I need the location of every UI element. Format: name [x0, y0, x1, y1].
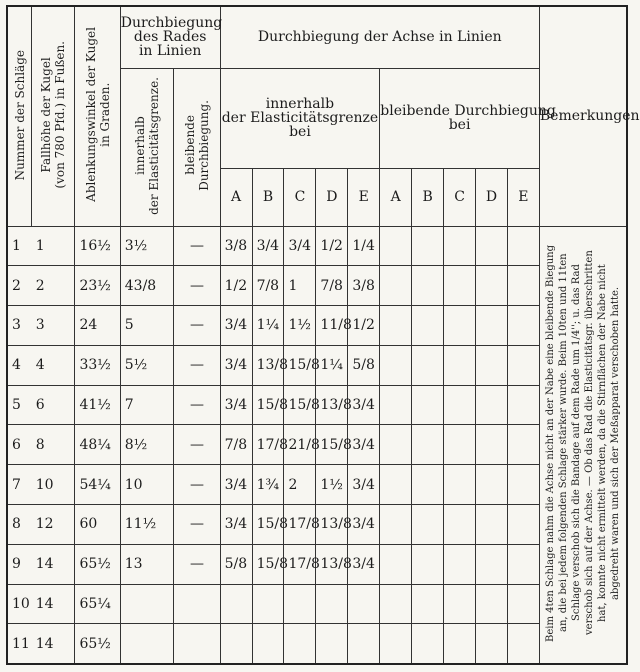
cell-inner-c: 17/8	[284, 505, 316, 545]
cell-rad-innerhalb: 7	[120, 385, 174, 425]
cell-inner-e: 5/8	[348, 345, 380, 385]
cell-rad-innerhalb: 11½	[120, 505, 174, 545]
cell-inner-d: 1/2	[316, 226, 348, 266]
cell-nr: 5	[7, 385, 32, 425]
cell-bleibend-empty	[507, 266, 539, 306]
cell-winkel: 23½	[75, 266, 120, 306]
table-row	[7, 226, 627, 266]
cell-inner-c: 17/8	[284, 544, 316, 584]
cell-fallhoehe: 8	[32, 425, 75, 465]
cell-inner-c: 2	[284, 465, 316, 505]
cell-inner-b: 1¾	[252, 465, 284, 505]
cell-bleibend-empty	[476, 505, 508, 545]
col-bleib-c: C	[444, 168, 476, 226]
cell-bleibend-empty	[476, 624, 508, 664]
cell-nr: 3	[7, 306, 32, 346]
cell-rad-innerhalb: 5½	[120, 345, 174, 385]
cell-nr: 10	[7, 584, 32, 624]
col-inner-d: D	[316, 168, 348, 226]
cell-rad-bleibend: —	[174, 226, 220, 266]
cell-bleibend-empty	[444, 465, 476, 505]
cell-inner-e	[348, 584, 380, 624]
cell-bleibend-empty	[412, 465, 444, 505]
header-achse-innerhalb: innerhalb der Elasticitätsgrenze bei	[220, 68, 380, 168]
header-achse-bleibend: bleibende Durchbiegung bei	[380, 68, 540, 168]
cell-inner-a: 7/8	[220, 425, 252, 465]
cell-inner-d: 1¼	[316, 345, 348, 385]
header-rad-bleibend: bleibende Durchbiegung.	[174, 68, 220, 226]
cell-winkel: 41½	[75, 385, 120, 425]
cell-rad-innerhalb	[120, 584, 174, 624]
cell-bleibend-empty	[412, 584, 444, 624]
cell-bleibend-empty	[476, 465, 508, 505]
header-bemerkungen: Bemerkungen	[539, 6, 627, 226]
cell-inner-c	[284, 624, 316, 664]
header-ablenkungswinkel: Ablenkungswinkel der Kugel in Graden.	[75, 6, 120, 226]
cell-rad-bleibend: —	[174, 306, 220, 346]
col-inner-c: C	[284, 168, 316, 226]
cell-rad-bleibend: —	[174, 465, 220, 505]
cell-bleibend-empty	[444, 266, 476, 306]
cell-bleibend-empty	[444, 226, 476, 266]
cell-bleibend-empty	[444, 624, 476, 664]
cell-inner-a	[220, 624, 252, 664]
cell-bleibend-empty	[507, 624, 539, 664]
table-row	[7, 266, 627, 306]
table-row	[7, 465, 627, 505]
col-inner-b: B	[252, 168, 284, 226]
cell-inner-a: 3/4	[220, 465, 252, 505]
cell-winkel: 65½	[75, 544, 120, 584]
cell-bleibend-empty	[476, 425, 508, 465]
cell-inner-b	[252, 624, 284, 664]
cell-rad-bleibend	[174, 584, 220, 624]
cell-rad-bleibend: —	[174, 505, 220, 545]
cell-inner-b: 17/8	[252, 425, 284, 465]
cell-inner-e: 3/4	[348, 425, 380, 465]
cell-inner-c: 1½	[284, 306, 316, 346]
cell-fallhoehe: 6	[32, 385, 75, 425]
cell-nr: 8	[7, 505, 32, 545]
cell-bleibend-empty	[380, 465, 412, 505]
col-bleib-b: B	[412, 168, 444, 226]
cell-rad-bleibend: —	[174, 544, 220, 584]
cell-rad-bleibend: —	[174, 385, 220, 425]
cell-rad-innerhalb: 3½	[120, 226, 174, 266]
cell-bleibend-empty	[380, 226, 412, 266]
cell-inner-b: 15/8	[252, 544, 284, 584]
cell-bleibend-empty	[380, 505, 412, 545]
cell-nr: 9	[7, 544, 32, 584]
cell-winkel: 33½	[75, 345, 120, 385]
cell-inner-b: 15/8	[252, 505, 284, 545]
cell-bleibend-empty	[444, 505, 476, 545]
cell-rad-bleibend	[174, 624, 220, 664]
cell-rad-innerhalb: 10	[120, 465, 174, 505]
cell-bleibend-empty	[380, 266, 412, 306]
cell-inner-e: 3/4	[348, 465, 380, 505]
cell-rad-innerhalb: 43/8	[120, 266, 174, 306]
cell-inner-b	[252, 584, 284, 624]
cell-winkel: 65¼	[75, 584, 120, 624]
col-bleib-e: E	[507, 168, 539, 226]
cell-inner-c: 1	[284, 266, 316, 306]
cell-rad-innerhalb	[120, 624, 174, 664]
cell-bleibend-empty	[476, 266, 508, 306]
cell-inner-e: 3/4	[348, 544, 380, 584]
cell-bleibend-empty	[380, 544, 412, 584]
col-bleib-d: D	[476, 168, 508, 226]
cell-bleibend-empty	[507, 345, 539, 385]
cell-winkel: 48¼	[75, 425, 120, 465]
cell-bleibend-empty	[507, 306, 539, 346]
cell-winkel: 54¼	[75, 465, 120, 505]
cell-bleibend-empty	[444, 584, 476, 624]
cell-bleibend-empty	[444, 544, 476, 584]
cell-inner-b: 7/8	[252, 266, 284, 306]
table-row	[7, 584, 627, 624]
cell-rad-innerhalb: 13	[120, 544, 174, 584]
cell-bleibend-empty	[444, 425, 476, 465]
cell-bleibend-empty	[412, 385, 444, 425]
cell-bleibend-empty	[476, 544, 508, 584]
cell-inner-c: 3/4	[284, 226, 316, 266]
cell-bleibend-empty	[476, 306, 508, 346]
deflection-table	[6, 5, 640, 665]
cell-rad-innerhalb: 5	[120, 306, 174, 346]
cell-bleibend-empty	[412, 505, 444, 545]
header-rad-innerhalb: innerhalb der Elasticitätsgrenze.	[120, 68, 174, 226]
cell-bleibend-empty	[380, 345, 412, 385]
table-body	[7, 226, 627, 664]
cell-bleibend-empty	[507, 425, 539, 465]
cell-bleibend-empty	[380, 584, 412, 624]
cell-nr: 4	[7, 345, 32, 385]
cell-inner-d: 13/8	[316, 385, 348, 425]
cell-bleibend-empty	[507, 584, 539, 624]
cell-fallhoehe: 2	[32, 266, 75, 306]
cell-rad-bleibend: —	[174, 266, 220, 306]
cell-fallhoehe: 12	[32, 505, 75, 545]
cell-bleibend-empty	[507, 465, 539, 505]
cell-bleibend-empty	[412, 345, 444, 385]
cell-inner-a: 3/4	[220, 345, 252, 385]
cell-inner-a: 3/4	[220, 385, 252, 425]
cell-inner-a: 3/4	[220, 306, 252, 346]
col-bleib-a: A	[380, 168, 412, 226]
cell-bleibend-empty	[444, 385, 476, 425]
cell-inner-d	[316, 584, 348, 624]
cell-nr: 1	[7, 226, 32, 266]
cell-fallhoehe: 14	[32, 624, 75, 664]
table-row	[7, 425, 627, 465]
cell-bleibend-empty	[380, 385, 412, 425]
cell-inner-e: 3/4	[348, 505, 380, 545]
cell-bleibend-empty	[444, 345, 476, 385]
cell-inner-d: 13/8	[316, 505, 348, 545]
cell-bleibend-empty	[412, 226, 444, 266]
cell-winkel: 65½	[75, 624, 120, 664]
cell-inner-b: 13/8	[252, 345, 284, 385]
cell-bleibend-empty	[412, 544, 444, 584]
cell-fallhoehe: 4	[32, 345, 75, 385]
cell-inner-a: 1/2	[220, 266, 252, 306]
cell-inner-c: 21/8	[284, 425, 316, 465]
cell-rad-innerhalb: 8½	[120, 425, 174, 465]
remarks-cell	[539, 226, 627, 664]
cell-nr: 2	[7, 266, 32, 306]
cell-bleibend-empty	[476, 345, 508, 385]
cell-inner-d	[316, 624, 348, 664]
cell-winkel: 24	[75, 306, 120, 346]
cell-inner-e: 3/8	[348, 266, 380, 306]
cell-bleibend-empty	[412, 425, 444, 465]
table-row	[7, 385, 627, 425]
cell-inner-c	[284, 584, 316, 624]
cell-bleibend-empty	[476, 584, 508, 624]
header-schlag-nr: Nummer der Schläge	[7, 6, 32, 226]
cell-nr: 6	[7, 425, 32, 465]
header-fallhoehe: Fallhöhe der Kugel (von 780 Pfd.) in Fußen.	[32, 6, 75, 226]
cell-inner-c: 15/8	[284, 345, 316, 385]
cell-fallhoehe: 10	[32, 465, 75, 505]
cell-winkel: 16½	[75, 226, 120, 266]
col-inner-a: A	[220, 168, 252, 226]
remarks-text: Beim 4ten Schlage nahm die Achse nicht an der Nabe eine bleibende Biegung an, die bei jedem folgenden Schlage stärker wurde. Beim 10ten und 11ten Schlage verschob sich die Bandage auf dem Rade um 1/4''; u. das Rad verschob sich auf der Achse. — Ob das Rad die Elasticitätsgr. überschritten hat, konnte nicht ermittelt werden, da die Stirnflächen der Nabe nicht abgedreht waren und sich der Meßapparat verschoben hatte.	[544, 244, 621, 642]
cell-rad-bleibend: —	[174, 425, 220, 465]
cell-fallhoehe: 14	[32, 584, 75, 624]
cell-inner-e: 1/4	[348, 226, 380, 266]
cell-bleibend-empty	[444, 306, 476, 346]
header-achse-group: Durchbiegung der Achse in Linien	[220, 6, 539, 68]
cell-inner-e	[348, 624, 380, 664]
cell-inner-b: 3/4	[252, 226, 284, 266]
cell-fallhoehe: 3	[32, 306, 75, 346]
cell-bleibend-empty	[476, 226, 508, 266]
cell-inner-a: 5/8	[220, 544, 252, 584]
table-row	[7, 345, 627, 385]
cell-inner-d: 1½	[316, 465, 348, 505]
cell-bleibend-empty	[507, 544, 539, 584]
cell-bleibend-empty	[507, 385, 539, 425]
cell-inner-b: 15/8	[252, 385, 284, 425]
table-row	[7, 544, 627, 584]
cell-bleibend-empty	[412, 624, 444, 664]
cell-inner-a	[220, 584, 252, 624]
cell-inner-d: 13/8	[316, 544, 348, 584]
cell-inner-a: 3/4	[220, 505, 252, 545]
cell-bleibend-empty	[507, 505, 539, 545]
table-row	[7, 624, 627, 664]
col-inner-e: E	[348, 168, 380, 226]
cell-fallhoehe: 14	[32, 544, 75, 584]
cell-bleibend-empty	[380, 425, 412, 465]
cell-bleibend-empty	[507, 226, 539, 266]
cell-bleibend-empty	[380, 624, 412, 664]
cell-inner-b: 1¼	[252, 306, 284, 346]
table-row	[7, 306, 627, 346]
table-row	[7, 505, 627, 545]
cell-rad-bleibend: —	[174, 345, 220, 385]
cell-inner-d: 7/8	[316, 266, 348, 306]
cell-bleibend-empty	[412, 266, 444, 306]
cell-inner-d: 11/8	[316, 306, 348, 346]
cell-nr: 7	[7, 465, 32, 505]
cell-nr: 11	[7, 624, 32, 664]
cell-bleibend-empty	[476, 385, 508, 425]
cell-bleibend-empty	[412, 306, 444, 346]
cell-fallhoehe: 1	[32, 226, 75, 266]
cell-inner-a: 3/8	[220, 226, 252, 266]
cell-inner-e: 3/4	[348, 385, 380, 425]
cell-winkel: 60	[75, 505, 120, 545]
cell-bleibend-empty	[380, 306, 412, 346]
cell-inner-e: 1/2	[348, 306, 380, 346]
cell-inner-d: 15/8	[316, 425, 348, 465]
cell-inner-c: 15/8	[284, 385, 316, 425]
header-rad-group: Durchbiegung des Rades in Linien	[120, 6, 220, 68]
